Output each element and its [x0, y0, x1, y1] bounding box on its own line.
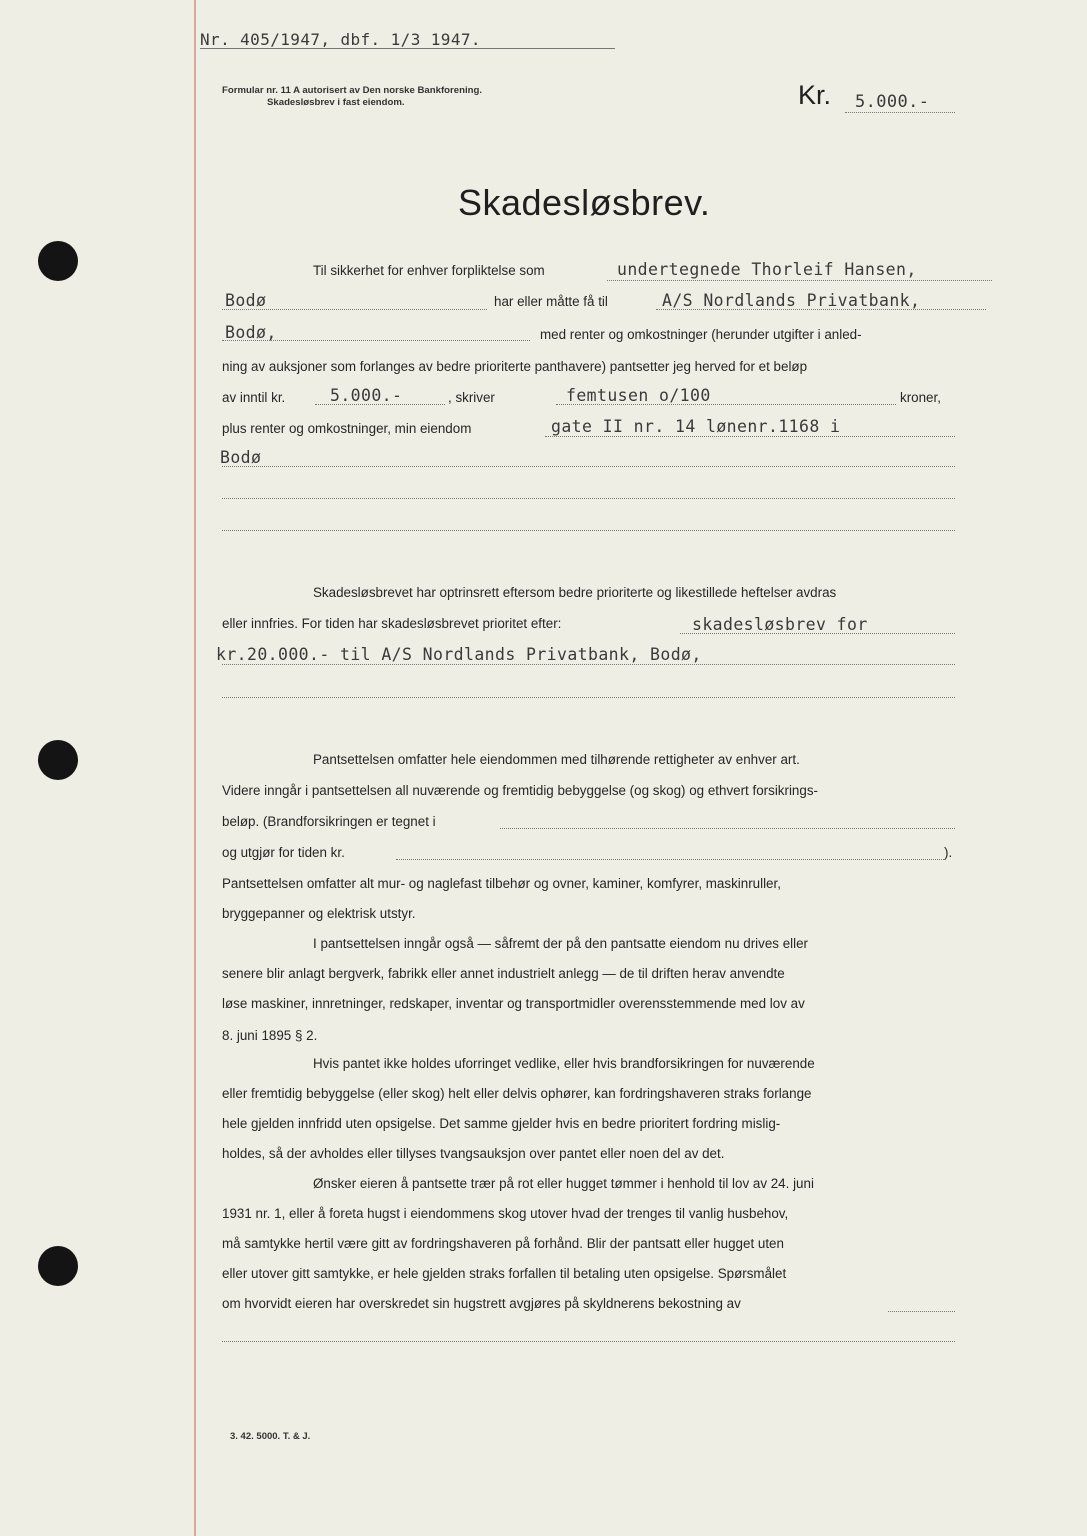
dotted-line	[656, 309, 986, 310]
dotted-line	[222, 466, 955, 467]
text-line: Til sikkerhet for enhver forpliktelse som	[313, 263, 545, 278]
text-line: eller fremtidig bebyggelse (eller skog) helt eller delvis ophører, kan fordringshaveren straks forlange	[222, 1086, 812, 1101]
reference-underline	[200, 48, 615, 49]
dotted-line	[545, 436, 955, 437]
margin-rule	[194, 0, 196, 1536]
dotted-line	[222, 697, 955, 698]
text-line: Skadesløsbrevet har optrinsrett eftersom bedre prioriterte og likestillede heftelser avdras	[313, 585, 837, 600]
text-line: eller innfries. For tiden har skadesløsbrevet prioritet efter:	[222, 616, 562, 631]
text-line: hele gjelden innfridd uten opsigelse. Det samme gjelder hvis en bedre prioritert fordring mislig-	[222, 1116, 781, 1131]
text-line: Hvis pantet ikke holdes uforringet vedlike, eller hvis brandforsikringen for nuværende	[313, 1056, 815, 1071]
dotted-line	[222, 309, 487, 310]
kr-amount: 5.000.-	[855, 92, 930, 112]
text-line: Pantsettelsen omfatter alt mur- og naglefast tilbehør og ovner, kaminer, komfyrer, maskinruller,	[222, 876, 781, 891]
dotted-line	[315, 404, 445, 405]
text-line: 8. juni 1895 § 2.	[222, 1028, 318, 1043]
text-line: beløp. (Brandforsikringen er tegnet i	[222, 814, 436, 829]
dotted-line	[222, 530, 955, 531]
text-line: løse maskiner, innretninger, redskaper, inventar og transportmidler overensstemmende med lov av	[222, 996, 805, 1011]
punch-hole	[38, 241, 78, 281]
printer-code: 3. 42. 5000. T. & J.	[230, 1431, 311, 1442]
form-authorization-line: Formular nr. 11 A autorisert av Den norske Bankforening.	[222, 85, 482, 96]
text-line: eller utover gitt samtykke, er hele gjelden straks forfallen til betaling uten opsigelse. Spørsmålet	[222, 1266, 787, 1281]
dotted-line	[222, 340, 530, 341]
filled-property: gate II nr. 14 lønenr.1168 i	[551, 417, 841, 436]
text-line: kroner,	[900, 390, 941, 405]
text-line: og utgjør for tiden kr.	[222, 845, 345, 860]
filled-amount: 5.000.-	[330, 386, 403, 405]
dotted-line	[680, 633, 955, 634]
text-line: holdes, så der avholdes eller tillyses tvangsauksjon over pantet eller noen del av det.	[222, 1146, 725, 1161]
filled-place: Bodø,	[225, 323, 277, 342]
filled-debtor: undertegnede Thorleif Hansen,	[617, 260, 917, 279]
punch-hole	[38, 1246, 78, 1286]
filled-place: Bodø	[225, 291, 267, 310]
filled-creditor: A/S Nordlands Privatbank,	[662, 291, 921, 310]
text-line: , skriver	[448, 390, 495, 405]
dotted-line	[607, 280, 992, 281]
form-type-line: Skadesløsbrev i fast eiendom.	[267, 97, 405, 108]
filled-priority: kr.20.000.- til A/S Nordlands Privatbank, Bodø,	[216, 645, 702, 664]
punch-hole	[38, 740, 78, 780]
dotted-line	[396, 859, 944, 860]
dotted-line	[222, 664, 955, 665]
reference-number: Nr. 405/1947, dbf. 1/3 1947.	[200, 30, 481, 49]
text-line: bryggepanner og elektrisk utstyr.	[222, 906, 416, 921]
dotted-line	[222, 1341, 955, 1342]
kr-dotted-line	[845, 112, 955, 113]
text-line: av inntil kr.	[222, 390, 286, 405]
document-title: Skadesløsbrev.	[458, 182, 711, 223]
text-line: 1931 nr. 1, eller å foreta hugst i eiendommens skog utover hvad der trenges til vanlig husbehov,	[222, 1206, 789, 1221]
text-line: I pantsettelsen inngår også — såfremt der på den pantsatte eiendom nu drives eller	[313, 936, 809, 951]
text-line: plus renter og omkostninger, min eiendom	[222, 421, 472, 436]
text-line: Ønsker eieren å pantsette trær på rot eller hugget tømmer i henhold til lov av 24. juni	[313, 1176, 814, 1191]
text-line: må samtykke hertil være gitt av fordringshaveren på forhånd. Blir der pantsatt eller hugget uten	[222, 1236, 784, 1251]
filled-priority: skadesløsbrev for	[692, 615, 868, 634]
filled-property-place: Bodø	[220, 448, 262, 467]
kr-label: Kr.	[798, 80, 832, 110]
text-line: ).	[944, 845, 953, 860]
text-line: Pantsettelsen omfatter hele eiendommen med tilhørende rettigheter av enhver art.	[313, 752, 800, 767]
filled-amount-words: femtusen o/100	[566, 386, 711, 405]
text-line: senere blir anlagt bergverk, fabrikk eller annet industrielt anlegg — de til driften herav anvendte	[222, 966, 785, 981]
text-line: har eller måtte få til	[494, 294, 608, 309]
text-line: med renter og omkostninger (herunder utgifter i anled-	[540, 327, 862, 342]
dotted-line	[500, 828, 955, 829]
text-line: ning av auksjoner som forlanges av bedre prioriterte panthavere) pantsetter jeg herved for et beløp	[222, 359, 808, 374]
text-line: om hvorvidt eieren har overskredet sin hugstrett avgjøres på skyldnerens bekostning av	[222, 1296, 741, 1311]
dotted-line	[222, 498, 955, 499]
text-line: Videre inngår i pantsettelsen all nuværende og fremtidig bebyggelse (og skog) og ethvert forsikrings-	[222, 783, 818, 798]
dotted-line	[556, 404, 896, 405]
dotted-line	[888, 1311, 955, 1312]
